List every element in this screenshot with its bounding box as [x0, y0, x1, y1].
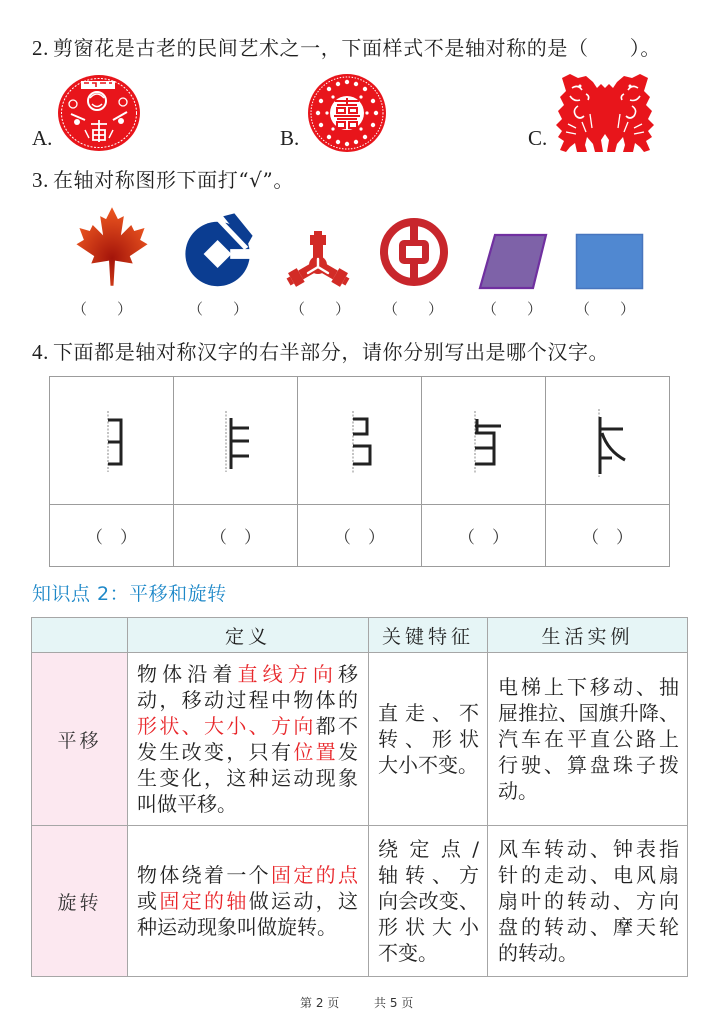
text-segment: 生变化，这种运动现象 [137, 766, 358, 790]
maple-leaf-icon [75, 207, 149, 289]
cell-text-line [378, 836, 479, 862]
cell-text-line [498, 914, 679, 940]
text-segment: 风车转动、钟表指 [498, 837, 679, 861]
text-segment: 移 [338, 662, 358, 686]
text-segment: 大小不变。 [378, 753, 478, 777]
half-character-cell [546, 377, 670, 505]
answer-blank: （ ） [71, 300, 132, 318]
text-segment: 屉推拉、国旗升降、 [498, 701, 679, 725]
cell-text-line [137, 713, 358, 739]
cell-text-line [498, 726, 679, 752]
cell-text-line [498, 836, 679, 862]
cell-text-line [378, 940, 479, 966]
answer-blank: （ ） [289, 300, 350, 318]
header-cell-key-features [369, 618, 488, 653]
text-segment: 物体沿着 [137, 662, 238, 686]
blue-c-diamond-bank-logo-icon [184, 212, 254, 289]
option-c-label: C. [528, 126, 548, 150]
cell-text-line [498, 674, 679, 700]
red-three-branch-bank-logo-icon [285, 229, 351, 289]
cell-text-line [498, 862, 679, 888]
header-cell-empty [32, 618, 128, 653]
definition-cell [128, 826, 369, 977]
question-number: 2. [32, 36, 49, 60]
key-features-cell [369, 653, 488, 826]
text-segment: 电梯上下移动、抽 [498, 675, 679, 699]
half-character-glyph-icon [298, 377, 421, 504]
text-segment: 发 [338, 740, 359, 764]
text-segment: 直走、不 [378, 701, 479, 725]
half-character-glyph-icon [174, 377, 297, 504]
answer-blank-cell [174, 505, 298, 567]
knowledge-table [31, 617, 688, 977]
answer-blank: （ ） [86, 528, 137, 548]
text-segment: 的转动。 [498, 941, 578, 965]
row-label: 平移 [57, 729, 102, 752]
blue-bank-logo-svg [184, 212, 254, 289]
header-label: 关键特征 [381, 625, 474, 648]
question-3-prompt [32, 168, 294, 192]
half-character-cell [298, 377, 422, 505]
header-cell-definition [128, 618, 369, 653]
half-character-glyph-icon [546, 377, 669, 504]
paper-cut-double-happiness-svg [307, 73, 387, 153]
half-character-cell [422, 377, 546, 505]
text-segment: 做运动，这 [248, 889, 359, 913]
text-segment: 扇叶的转动、方向 [498, 889, 679, 913]
answer-blank: （ ） [574, 300, 635, 318]
question-text: 在轴对称图形下面打“√”。 [52, 168, 294, 192]
paper-cut-fu-circle-icon [57, 74, 141, 152]
answer-blank-cell [422, 505, 546, 567]
answer-blank: （ ） [187, 300, 248, 318]
question-2-prompt [32, 36, 661, 60]
half-character-glyph-icon [422, 377, 545, 504]
text-segment: 汽车在平直公路上 [498, 727, 679, 751]
cell-text-line [378, 752, 479, 778]
answer-blank-cell [50, 505, 174, 567]
answer-blank: （ ） [334, 528, 385, 548]
text-segment: 转、形状 [378, 727, 479, 751]
half-character-cell [174, 377, 298, 505]
cell-text-line [378, 700, 479, 726]
answer-blank: （ ） [458, 528, 509, 548]
text-segment: 轴转、方 [378, 863, 479, 887]
answer-blank: （ ） [210, 528, 261, 548]
section-heading: 知识点 2：平移和旋转 [32, 583, 227, 605]
header-label: 生活实例 [541, 625, 634, 648]
header-cell-examples [488, 618, 688, 653]
cell-text-line [137, 739, 358, 765]
text-segment: 发生改变，只有 [137, 740, 294, 764]
page-total: 共 5 页 [374, 996, 414, 1010]
purple-parallelogram-icon [478, 233, 548, 290]
paper-cut-fu-circle-svg [57, 74, 141, 152]
cell-text-line [137, 862, 358, 888]
parallelogram-svg [478, 233, 548, 290]
cell-text-line [378, 862, 479, 888]
question-text: 剪窗花是古老的民间艺术之一，下面样式不是轴对称的是（ ）。 [52, 36, 661, 60]
question-text: 下面都是轴对称汉字的右半部分，请你分别写出是哪个汉字。 [52, 340, 610, 364]
highlighted-term: 固定的点 [271, 863, 358, 887]
cell-text-line [378, 726, 479, 752]
text-segment: 都不 [315, 714, 359, 738]
examples-cell [488, 653, 688, 826]
key-features-cell [369, 826, 488, 977]
row-label-cell-rotation [32, 826, 128, 977]
answer-blank-cell [546, 505, 670, 567]
red-coin-bank-logo-icon [379, 217, 449, 287]
cell-text-line [498, 752, 679, 778]
question-number: 4. [32, 340, 49, 364]
paper-cut-twin-phoenix-svg [556, 74, 654, 152]
maple-leaf-svg [75, 207, 149, 289]
row-label: 旋转 [57, 891, 102, 914]
cell-text-line [137, 765, 358, 791]
highlighted-term: 位置 [293, 740, 339, 764]
half-character-glyph-icon [50, 377, 173, 504]
text-segment: 盘的转动、摩天轮 [498, 915, 679, 939]
examples-cell [488, 826, 688, 977]
definition-cell [128, 653, 369, 826]
red-coin-logo-svg [379, 217, 449, 287]
cell-text-line [378, 914, 479, 940]
highlighted-term: 形状、大小、方向 [137, 714, 316, 738]
answer-blank: （ ） [481, 300, 542, 318]
cell-text-line [378, 888, 479, 914]
answer-blank: （ ） [382, 300, 443, 318]
text-segment: 向会改变、 [378, 889, 479, 913]
cell-text-line [137, 687, 358, 713]
cell-text-line [137, 661, 358, 687]
text-segment: 不变。 [378, 941, 438, 965]
cell-text-line [137, 888, 358, 914]
paper-cut-double-happiness-icon [307, 73, 387, 153]
option-b-label: B. [280, 126, 300, 150]
text-segment: 形状大小 [378, 915, 479, 939]
text-segment: 物体绕着一个 [137, 863, 271, 887]
cell-text-line [137, 791, 358, 817]
cell-text-line [498, 888, 679, 914]
half-character-cell [50, 377, 174, 505]
cell-text-line [498, 778, 679, 804]
text-segment: 动，移动过程中物体的 [137, 688, 358, 712]
row-label-cell-translation [32, 653, 128, 826]
text-segment: 针的走动、电风扇 [498, 863, 679, 887]
text-segment: 或 [137, 889, 160, 913]
option-a-label: A. [32, 126, 53, 150]
answer-blank: （ ） [582, 528, 633, 548]
question-number: 3. [32, 168, 49, 192]
answer-blank-cell [298, 505, 422, 567]
text-segment: 种运动现象叫做旋转。 [137, 915, 337, 939]
half-character-grid [49, 376, 670, 567]
cell-text-line [498, 940, 679, 966]
rectangle-svg [575, 233, 644, 290]
text-segment: 行驶、算盘珠子拨 [498, 753, 679, 777]
text-segment: 绕定点/ [378, 837, 479, 861]
text-segment: 动。 [498, 779, 538, 803]
text-segment: 叫做平移。 [137, 792, 237, 816]
red-three-branch-logo-svg [285, 229, 351, 289]
highlighted-term: 固定的轴 [159, 889, 249, 913]
highlighted-term: 直线方向 [237, 662, 338, 686]
paper-cut-twin-phoenix-icon [556, 74, 654, 152]
blue-rectangle-icon [575, 233, 644, 290]
cell-text-line [137, 914, 358, 940]
header-label: 定义 [224, 625, 271, 648]
page-number: 第 2 页 [300, 996, 340, 1010]
cell-text-line [498, 700, 679, 726]
question-4-prompt [32, 340, 609, 364]
